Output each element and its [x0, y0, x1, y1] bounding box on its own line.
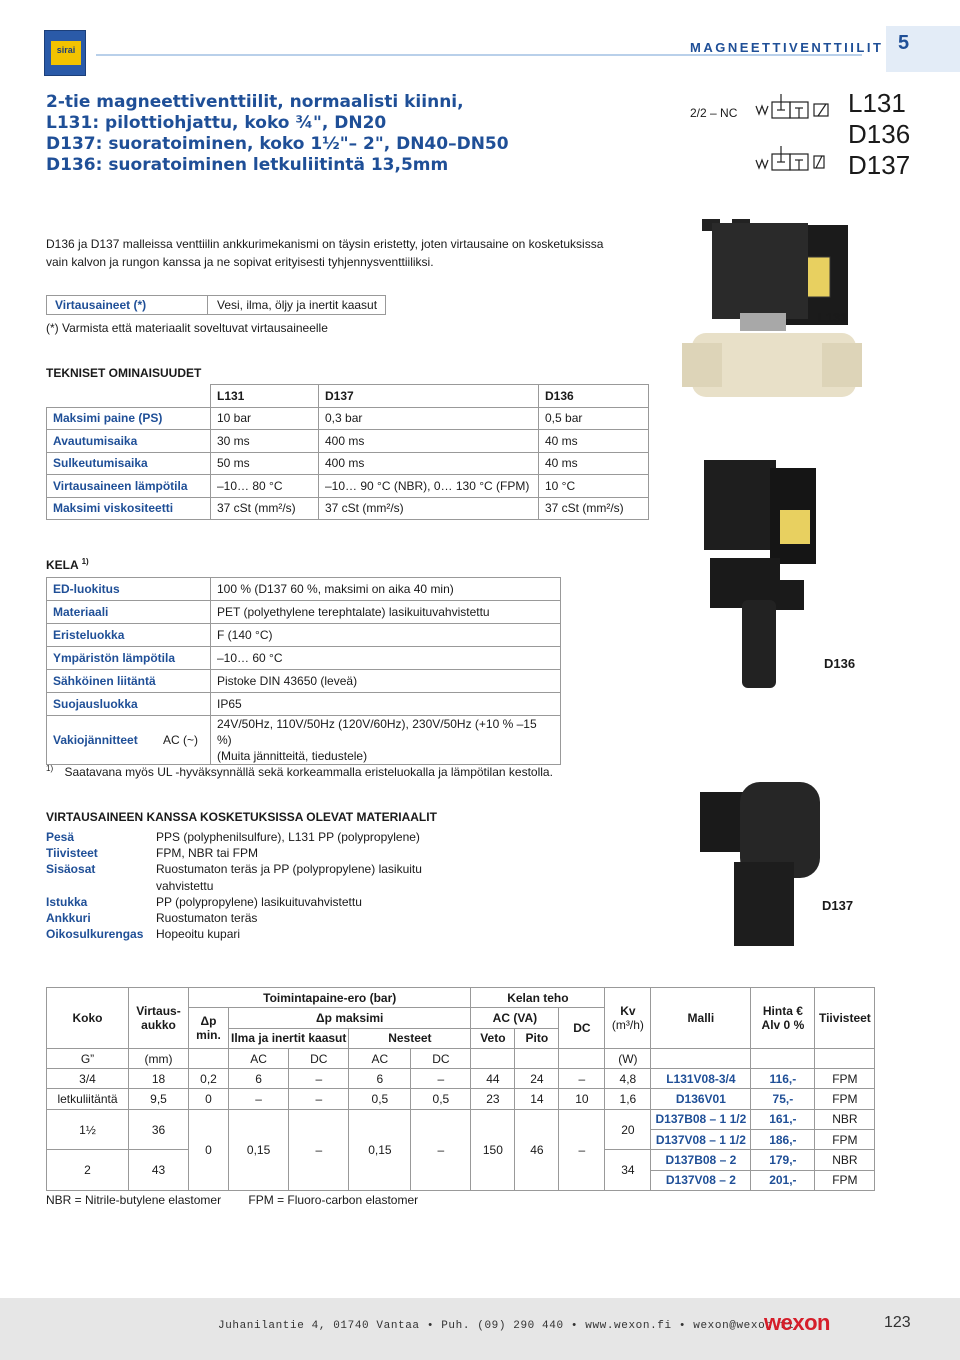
value: vahvistettu — [156, 878, 214, 893]
row-label: Avautumisaika — [47, 430, 211, 453]
cell: 37 cSt (mm²/s) — [211, 497, 319, 520]
intro-text: D136 ja D137 malleissa venttiilin ankkurimekanismi on täysin eristetty, joten virtausaine on kosketuksissa vain kalvon ja rungon kanssa ja ne sopivat erityisesti tyhjennysventtiiliksi. — [46, 237, 604, 269]
row-label — [47, 716, 211, 765]
cell: 2 — [47, 1150, 129, 1191]
cell: Pistoke DIN 43650 (leveä) — [211, 670, 561, 693]
media-value: Vesi, ilma, öljy ja inertit kaasut — [217, 298, 378, 312]
cell: 24 — [515, 1069, 559, 1089]
media-box — [46, 295, 386, 315]
cell: 18 — [129, 1069, 189, 1089]
valve-type-label: 2/2 – NC — [690, 106, 738, 120]
cell: F (140 °C) — [211, 624, 561, 647]
section-number: 5 — [898, 32, 910, 54]
col-header: L131 — [211, 385, 319, 408]
cell: 43 — [129, 1150, 189, 1191]
cell: 0,5 bar — [539, 407, 649, 430]
d137-valve-image — [700, 782, 820, 947]
model-cell: D137B08 – 2 — [651, 1150, 751, 1170]
cell: – — [559, 1109, 605, 1190]
cell: 40 ms — [539, 452, 649, 475]
table-row — [47, 1089, 875, 1109]
col-header: Virtaus-aukko — [129, 988, 189, 1049]
model-cell: D137B08 – 1 1/2 — [651, 1109, 751, 1129]
label: Oikosulkurengas — [46, 927, 144, 942]
table-row — [47, 578, 561, 601]
legend-nbr: NBR = Nitrile-butylene elastomer — [46, 1193, 222, 1207]
col-header: Malli — [651, 988, 751, 1049]
cell: – — [411, 1069, 471, 1089]
table-row — [47, 1109, 875, 1129]
cell: 9,5 — [129, 1089, 189, 1109]
unit: AC — [229, 1048, 289, 1068]
model-cell: D137V08 – 1 1/2 — [651, 1130, 751, 1150]
row-label: Maksimi paine (PS) — [47, 407, 211, 430]
d136-valve-image — [700, 440, 820, 690]
cell: 0 — [189, 1089, 229, 1109]
cell: 0,15 — [229, 1109, 289, 1190]
unit: DC — [289, 1048, 349, 1068]
cell: 36 — [129, 1109, 189, 1150]
media-label: Virtausaineet (*) — [55, 298, 147, 312]
cell: letkuliitäntä — [47, 1089, 129, 1109]
cell: 14 — [515, 1089, 559, 1109]
cell: 34 — [605, 1150, 651, 1191]
price-cell: 186,- — [751, 1130, 815, 1150]
unit: (W) — [605, 1048, 651, 1068]
label — [46, 878, 156, 894]
table-row — [47, 407, 649, 430]
row-label: Ympäristön lämpötila — [47, 647, 211, 670]
value: Hopeoitu kupari — [156, 927, 241, 942]
unit: (mm) — [129, 1048, 189, 1068]
col-header — [751, 988, 815, 1049]
footer-address: Juhanilantie 4, 01740 Vantaa • Puh. (09) 290 440 • www.wexon.fi • wexon@wexon.fi — [218, 1320, 795, 1332]
cell: FPM — [815, 1089, 875, 1109]
cell: 20 — [605, 1109, 651, 1150]
list-item — [46, 910, 437, 926]
label: Sisäosat — [46, 862, 96, 877]
cell: – — [229, 1089, 289, 1109]
row-label: Virtausaineen lämpötila — [47, 475, 211, 498]
cell: 400 ms — [319, 430, 539, 453]
unit: AC — [349, 1048, 411, 1068]
title-line: D137: suoratoiminen, koko 1½"– 2", DN40–DN50 — [46, 134, 509, 154]
value: PPS (polyphenilsulfure), L131 PP (polypropylene) — [156, 830, 420, 844]
col-header: D136 — [539, 385, 649, 408]
col-header: Δp maksimi — [229, 1008, 471, 1028]
cell: 1,6 — [605, 1089, 651, 1109]
kv-unit: (m³/h) — [611, 1017, 644, 1032]
value: Ruostumaton teräs — [156, 911, 258, 926]
value: PP (polypropylene) lasikuituvahvistettu — [156, 894, 362, 909]
row-label: Eristeluokka — [47, 624, 211, 647]
voltage-label: Vakiojännitteet — [53, 733, 138, 747]
list-item — [46, 845, 437, 861]
cell: 46 — [515, 1109, 559, 1190]
cell: 23 — [471, 1089, 515, 1109]
row-label: Suojausluokka — [47, 693, 211, 716]
unit: G” — [47, 1048, 129, 1068]
list-item — [46, 829, 437, 845]
materials-heading: VIRTAUSAINEEN KANSSA KOSKETUKSISSA OLEVAT MATERIAALIT — [46, 810, 437, 824]
col-header: AC (VA) — [471, 1008, 559, 1028]
cell: 100 % (D137 60 %, maksimi on aika 40 min) — [211, 578, 561, 601]
cell: 6 — [349, 1069, 411, 1089]
hinta-label: Hinta € — [762, 1003, 803, 1018]
col-header: Ilma ja inertit kaasut — [229, 1028, 349, 1048]
table-row — [47, 716, 561, 765]
cell: – — [559, 1069, 605, 1089]
cell: –10… 90 °C (NBR), 0… 130 °C (FPM) — [319, 475, 539, 498]
model-name: D137 — [848, 150, 911, 180]
price-cell: 161,- — [751, 1109, 815, 1129]
model-cell: D137V08 – 2 — [651, 1170, 751, 1190]
price-cell: 201,- — [751, 1170, 815, 1190]
list-item — [46, 926, 437, 942]
label: Ankkuri — [46, 911, 91, 926]
valve-symbol-icon — [746, 88, 842, 184]
cell: NBR — [815, 1109, 875, 1129]
row-label: Sulkeutumisaika — [47, 452, 211, 475]
cell: 44 — [471, 1069, 515, 1089]
kela-heading — [46, 557, 89, 572]
legend — [46, 1193, 418, 1207]
table-row — [47, 430, 649, 453]
kela-sup: 1) — [81, 557, 89, 566]
col-header: DC — [559, 1008, 605, 1049]
cell: 1½ — [47, 1109, 129, 1150]
cell: 0,3 bar — [319, 407, 539, 430]
units-row — [47, 1048, 875, 1068]
cell: 10 bar — [211, 407, 319, 430]
value: Ruostumaton teräs ja PP (polypropylene) lasikuitu — [156, 862, 422, 877]
value: FPM, NBR tai FPM — [156, 846, 259, 861]
logo-text: sirai — [56, 45, 76, 55]
cell: 0,5 — [349, 1089, 411, 1109]
label: Tiivisteet — [46, 846, 98, 861]
voltage-value: 24V/50Hz, 110V/50Hz (120V/60Hz), 230V/50Hz (+10 % –15 %) — [217, 717, 537, 747]
cell: 0,5 — [411, 1089, 471, 1109]
price-cell: 116,- — [751, 1069, 815, 1089]
kela-title: KELA — [46, 558, 79, 572]
label: Istukka — [46, 894, 88, 909]
product-table — [46, 987, 875, 1191]
col-header: D137 — [319, 385, 539, 408]
row-label: Maksimi viskositeetti — [47, 497, 211, 520]
d136-label: D136 — [824, 656, 856, 671]
cell: 0 — [189, 1109, 229, 1190]
cell: FPM — [815, 1069, 875, 1089]
wexon-logo: wexon — [764, 1310, 830, 1335]
model-name: D136 — [848, 119, 911, 149]
price-cell: 75,- — [751, 1089, 815, 1109]
cell: 0,15 — [349, 1109, 411, 1190]
table-row — [47, 693, 561, 716]
table-row — [47, 647, 561, 670]
label: Pesä — [46, 830, 75, 844]
model-name: L131 — [848, 88, 906, 118]
title-line: 2-tie magneettiventtiilit, normaalisti kiinni, — [46, 92, 464, 112]
cell: PET (polyethylene terephtalate) lasikuituvahvistettu — [211, 601, 561, 624]
table-row — [47, 1069, 875, 1089]
cell: 4,8 — [605, 1069, 651, 1089]
table-row — [47, 624, 561, 647]
alv-label: Alv 0 % — [761, 1017, 805, 1032]
col-header: Kelan teho — [471, 988, 605, 1008]
cell: FPM — [815, 1130, 875, 1150]
list-item — [46, 878, 437, 894]
unit: DC — [411, 1048, 471, 1068]
col-header: Toimintapaine-ero (bar) — [189, 988, 471, 1008]
title-line: D136: suoratoiminen letkuliitintä 13,5mm — [46, 155, 449, 175]
cell: 6 — [229, 1069, 289, 1089]
voltage-ac: AC (~) — [163, 733, 199, 747]
cell: 40 ms — [539, 430, 649, 453]
brand-logo — [44, 30, 86, 76]
cell: IP65 — [211, 693, 561, 716]
kela-table — [46, 577, 561, 765]
cell — [211, 716, 561, 765]
cell: – — [411, 1109, 471, 1190]
cell: NBR — [815, 1150, 875, 1170]
col-header — [605, 988, 651, 1049]
footnote — [46, 764, 553, 779]
col-header: Pito — [515, 1028, 559, 1048]
d137-label: D137 — [822, 898, 854, 913]
cell: 150 — [471, 1109, 515, 1190]
col-header: Koko — [47, 988, 129, 1049]
col-header: Tiivisteet — [815, 988, 875, 1049]
l131-label: L131 — [818, 310, 848, 325]
legend-fpm: FPM = Fluoro-carbon elastomer — [248, 1193, 419, 1207]
price-cell: 179,- — [751, 1150, 815, 1170]
cell: 37 cSt (mm²/s) — [319, 497, 539, 520]
voltage-note: (Muita jännitteitä, tiedustele) — [217, 749, 368, 763]
cell: 400 ms — [319, 452, 539, 475]
footnote-sup: 1) — [46, 764, 54, 773]
title-line: L131: pilottiohjattu, koko ¾", DN20 — [46, 113, 387, 133]
model-cell: L131V08-3/4 — [651, 1069, 751, 1089]
list-item — [46, 894, 437, 910]
cell: – — [289, 1089, 349, 1109]
cell: 0,2 — [189, 1069, 229, 1089]
tech-heading: TEKNISET OMINAISUUDET — [46, 366, 202, 380]
page-number: 123 — [884, 1314, 911, 1331]
cell: 10 °C — [539, 475, 649, 498]
table-row — [47, 475, 649, 498]
row-label: Sähköinen liitäntä — [47, 670, 211, 693]
table-row — [47, 497, 649, 520]
cell: FPM — [815, 1170, 875, 1190]
cell: 50 ms — [211, 452, 319, 475]
cell: –10… 60 °C — [211, 647, 561, 670]
cell: 3/4 — [47, 1069, 129, 1089]
table-row — [47, 670, 561, 693]
media-note: (*) Varmista että materiaalit soveltuvat virtausaineelle — [46, 321, 328, 335]
cell: 10 — [559, 1089, 605, 1109]
cell: – — [289, 1109, 349, 1190]
tech-table — [46, 384, 649, 520]
row-label: ED-luokitus — [47, 578, 211, 601]
table-row — [47, 601, 561, 624]
col-header: Δp min. — [189, 1008, 229, 1049]
model-cell: D136V01 — [651, 1089, 751, 1109]
row-label: Materiaali — [47, 601, 211, 624]
model-list — [848, 88, 910, 181]
footnote-text: Saatavana myös UL -hyväksynnällä sekä korkeammalla eristeluokalla ja lämpötilan kestolla. — [64, 765, 553, 779]
kv-label: Kv — [620, 1003, 636, 1018]
table-row — [47, 452, 649, 475]
cell: – — [289, 1069, 349, 1089]
page-title — [46, 92, 509, 176]
materials-section — [46, 810, 437, 942]
cell: 37 cSt (mm²/s) — [539, 497, 649, 520]
cell: 30 ms — [211, 430, 319, 453]
col-header: Veto — [471, 1028, 515, 1048]
section-title: MAGNEETTIVENTTIILIT — [690, 40, 884, 55]
col-header: Nesteet — [349, 1028, 471, 1048]
cell: –10… 80 °C — [211, 475, 319, 498]
list-item — [46, 861, 437, 877]
